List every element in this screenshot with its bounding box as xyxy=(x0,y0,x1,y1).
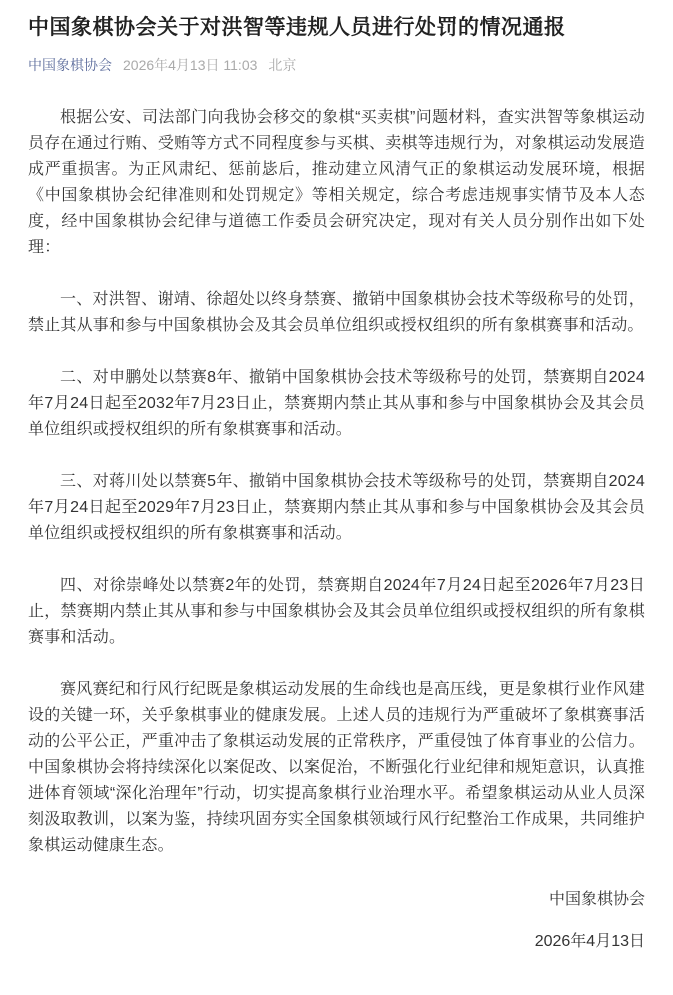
paragraph-penalty-2: 二、对申鹏处以禁赛8年、撤销中国象棋协会技术等级称号的处罚，禁赛期自2024年7月24日起至2032年7月23日止，禁赛期内禁止其从事和参与中国象棋协会及其会员单位组织或授权组织的所有象棋赛事和活动。 xyxy=(28,369,645,438)
publish-datetime: 2026年4月13日 11:03 xyxy=(123,57,258,73)
paragraph-intro: 根据公安、司法部门向我协会移交的象棋“买卖棋”问题材料，查实洪智等象棋运动员存在通过行贿、受贿等方式不同程度参与买棋、卖棋等违规行为，对象棋运动发展造成严重损害。为正风肃纪、惩前毖后，推动建立风清气正的象棋运动发展环境，根据《中国象棋协会纪律准则和处罚规定》等相关规定，综合考虑违规事实情节及本人态度，经中国象棋协会纪律与道德工作委员会研究决定，现对有关人员分别作出如下处理： xyxy=(28,109,645,256)
signature-block xyxy=(28,887,645,955)
publish-location: 北京 xyxy=(268,57,297,73)
source-link[interactable]: 中国象棋协会 xyxy=(28,57,112,73)
paragraph-penalty-3: 三、对蒋川处以禁赛5年、撤销中国象棋协会技术等级称号的处罚，禁赛期自2024年7月24日起至2029年7月23日止，禁赛期内禁止其从事和参与中国象棋协会及其会员单位组织或授权组织的所有象棋赛事和活动。 xyxy=(28,473,645,542)
signature-org: 中国象棋协会 xyxy=(548,891,645,908)
page-title: 中国象棋协会关于对洪智等违规人员进行处罚的情况通报 xyxy=(28,16,566,39)
paragraph-penalty-1: 一、对洪智、谢靖、徐超处以终身禁赛、撤销中国象棋协会技术等级称号的处罚，禁止其从事和参与中国象棋协会及其会员单位组织或授权组织的所有象棋赛事和活动。 xyxy=(28,291,645,334)
article-body xyxy=(28,105,645,859)
byline xyxy=(28,56,645,75)
paragraph-penalty-4: 四、对徐崇峰处以禁赛2年的处罚，禁赛期自2024年7月24日起至2026年7月23日止，禁赛期内禁止其从事和参与中国象棋协会及其会员单位组织或授权组织的所有象棋赛事和活动。 xyxy=(28,577,645,646)
signature-date: 2026年4月13日 xyxy=(534,933,645,950)
paragraph-closing: 赛风赛纪和行风行纪既是象棋运动发展的生命线也是高压线，更是象棋行业作风建设的关键一环，关乎象棋事业的健康发展。上述人员的违规行为严重破坏了象棋赛事活动的公平公正，严重冲击了象棋运动发展的正常秩序，严重侵蚀了体育事业的公信力。中国象棋协会将持续深化以案促改、以案促治，不断强化行业纪律和规矩意识，认真推进体育领域“深化治理年”行动，切实提高象棋行业治理水平。希望象棋运动从业人员深刻汲取教训，以案为鉴，持续巩固夯实全国象棋领域行风行纪整治工作成果，共同维护象棋运动健康生态。 xyxy=(28,681,645,854)
